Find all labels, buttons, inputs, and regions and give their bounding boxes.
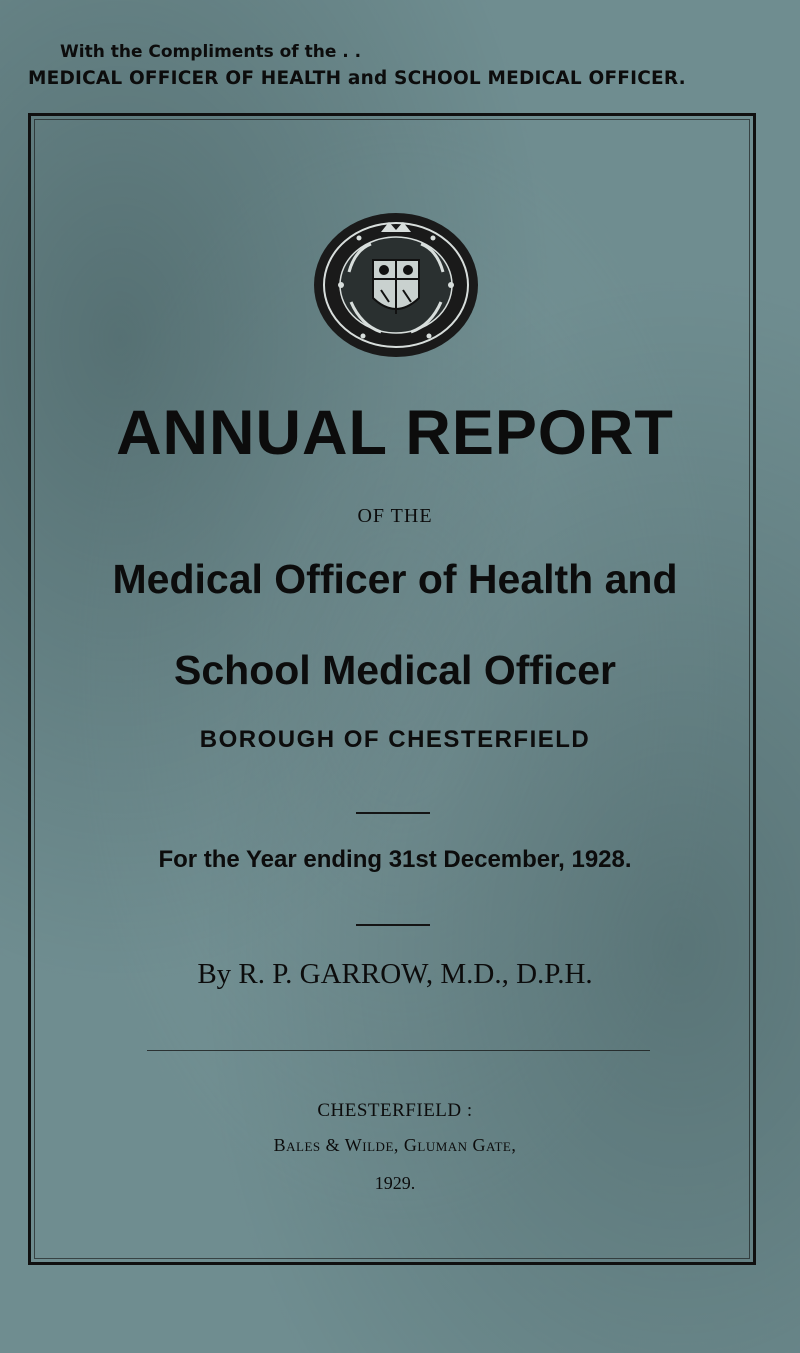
- subtitle-line-2: School Medical Officer: [174, 647, 616, 693]
- borough-seal-icon: [311, 210, 481, 360]
- report-title: ANNUAL REPORT: [116, 398, 674, 468]
- imprint-year: 1929.: [374, 1173, 416, 1193]
- divider-rule-2: [356, 924, 430, 926]
- imprint-city: CHESTERFIELD :: [317, 1100, 473, 1121]
- officer-title-line: MEDICAL OFFICER OF HEALTH and SCHOOL MEDICAL OFFICER.: [28, 68, 686, 89]
- divider-rule-1: [356, 812, 430, 814]
- borough-name: BOROUGH OF CHESTERFIELD: [199, 726, 591, 753]
- author-line: By R. P. GARROW, M.D., D.P.H.: [197, 958, 593, 990]
- imprint-printer-text: Bales & Wilde, Gluman Gate,: [273, 1135, 517, 1155]
- year-line: For the Year ending 31st December, 1928.: [158, 846, 632, 873]
- subtitle-line-1: Medical Officer of Health and: [112, 556, 678, 602]
- compliments-line: With the Compliments of the . .: [60, 42, 362, 62]
- divider-rule-3: [147, 1050, 650, 1051]
- imprint-printer: [40, 1135, 750, 1156]
- of-the-label: OF THE: [357, 505, 433, 527]
